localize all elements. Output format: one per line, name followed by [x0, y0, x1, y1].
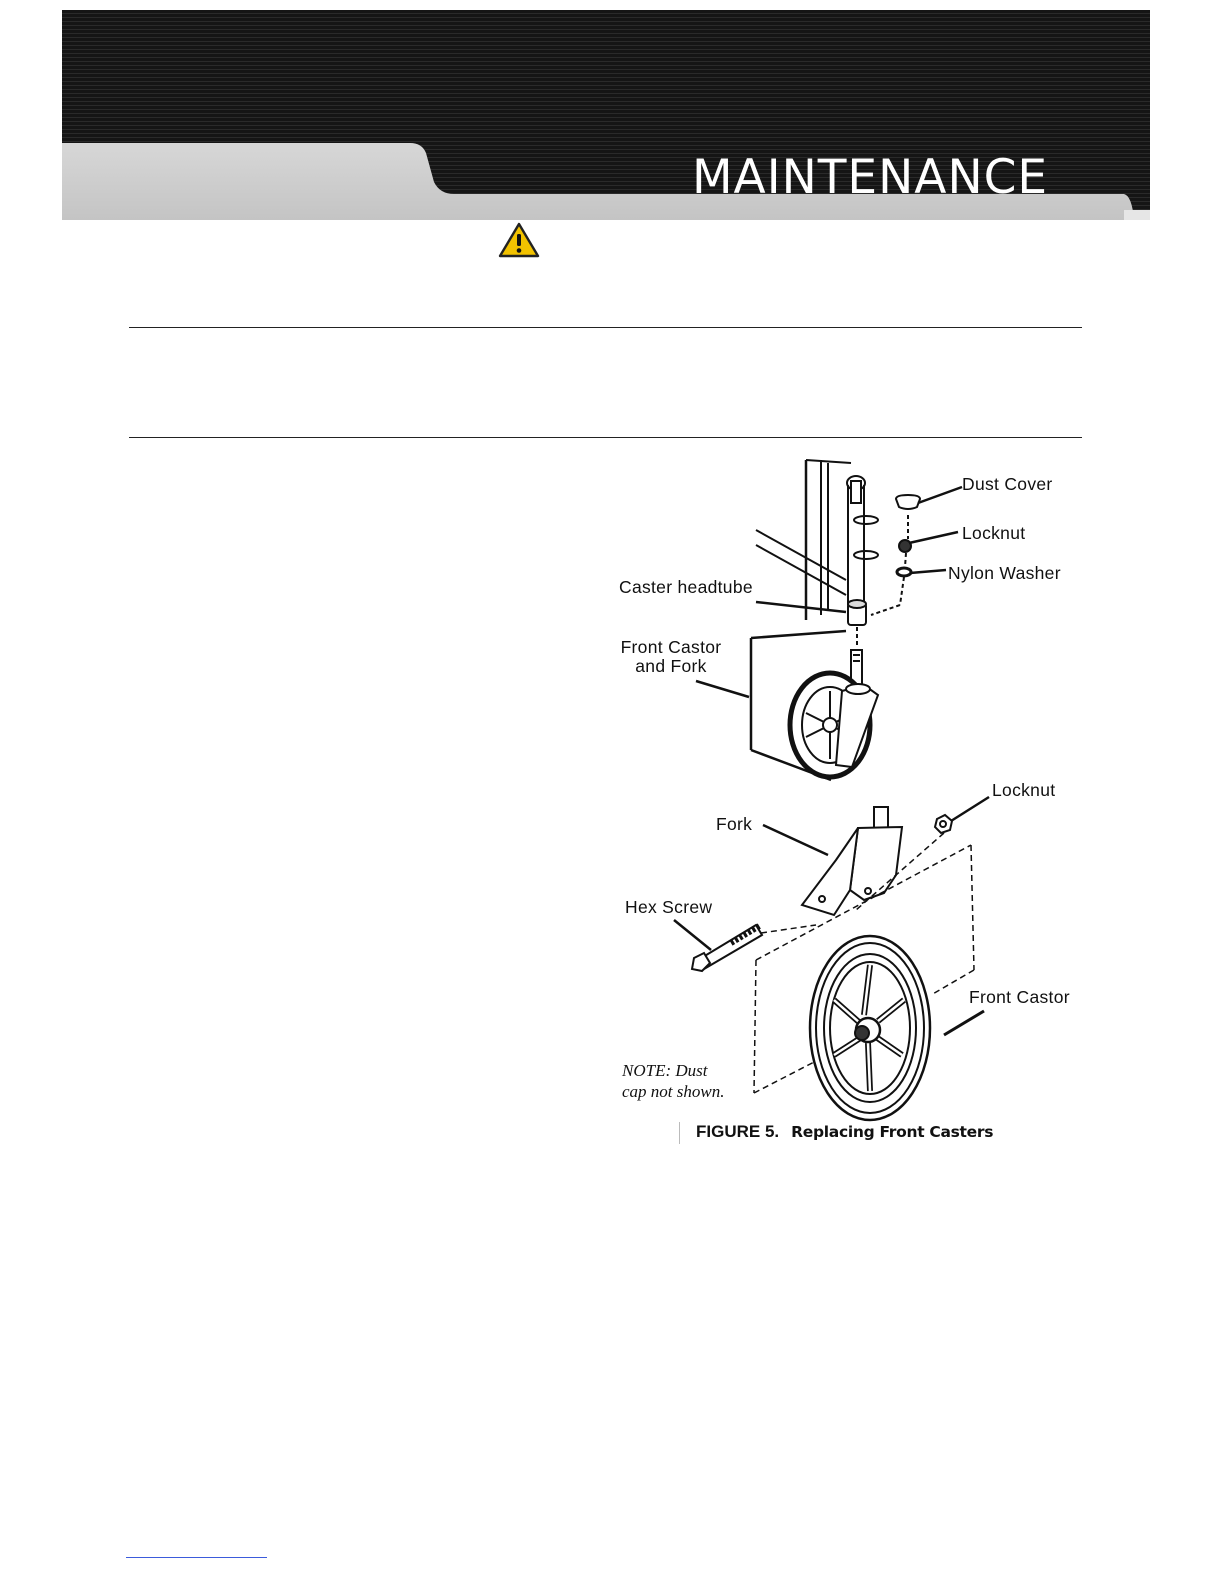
- caption-text: Replacing Front Casters: [791, 1123, 994, 1141]
- caption-divider: [679, 1122, 680, 1144]
- section-divider-bottom: [129, 437, 1082, 438]
- label-fork: Fork: [716, 814, 753, 834]
- caster-exploded-diagram: [606, 455, 1086, 1155]
- label-locknut-bottom: Locknut: [992, 780, 1056, 800]
- wheelchair-frame-illustration: [756, 460, 878, 645]
- label-caster-headtube: Caster headtube: [619, 577, 753, 597]
- label-hex-screw: Hex Screw: [625, 897, 713, 917]
- label-nylon-washer: Nylon Washer: [948, 563, 1061, 583]
- caption-number: FIGURE 5.: [696, 1122, 780, 1141]
- fork-illustration: [802, 807, 902, 915]
- hex-screw-illustration: [692, 925, 762, 971]
- figure-caption: [696, 1122, 993, 1142]
- warning-triangle-icon: [498, 222, 540, 258]
- label-front-castor: Front Castor: [969, 987, 1070, 1007]
- small-caster-wheel-illustration: [790, 650, 878, 777]
- figure-replacing-front-casters: [606, 455, 1086, 1155]
- label-front-castor-and-fork: Front Castor and Fork: [620, 637, 722, 677]
- locknut-bottom-illustration: [935, 815, 952, 833]
- note-dust-cap: NOTE: Dust cap not shown.: [622, 1061, 725, 1101]
- front-castor-wheel-illustration: [810, 936, 930, 1120]
- label-dust-cover: Dust Cover: [962, 474, 1053, 494]
- footer-link-underline[interactable]: [126, 1557, 267, 1558]
- page-title: MAINTENANCE: [692, 150, 1049, 205]
- section-divider-top: [129, 327, 1082, 328]
- label-locknut-top: Locknut: [962, 523, 1026, 543]
- header-banner: [62, 10, 1150, 220]
